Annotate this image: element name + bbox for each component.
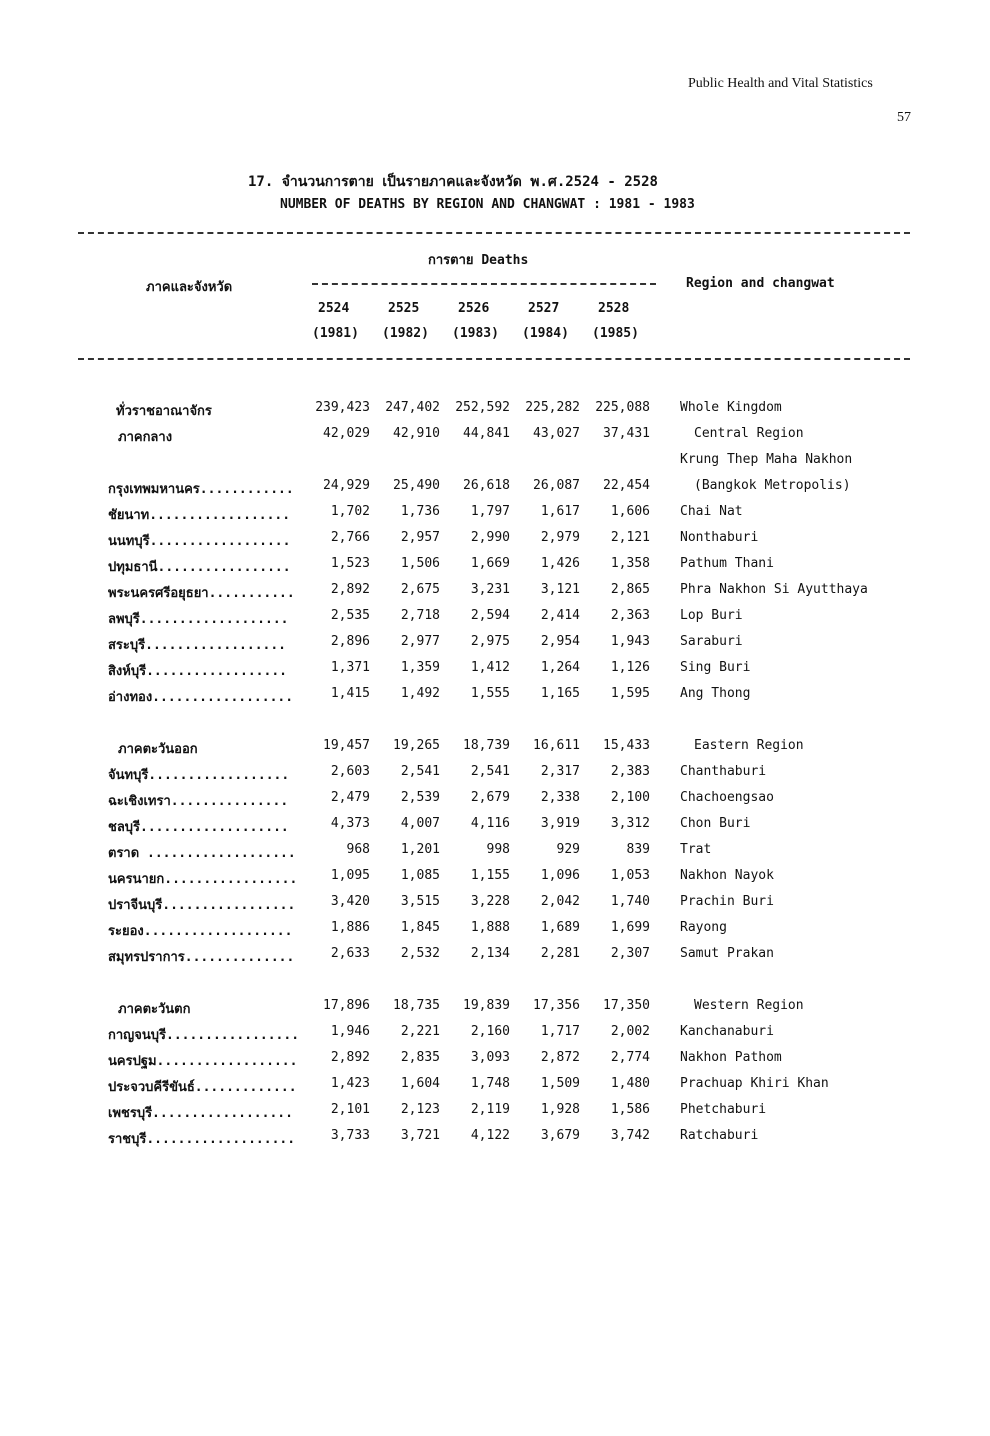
table-row (0, 1050, 990, 1076)
row-label-thai: นครปฐม.................. (108, 1054, 298, 1069)
death-count-cell: 1,506 (400, 556, 440, 571)
row-label-english: Eastern Region (694, 738, 804, 753)
death-count-cell: 4,122 (470, 1128, 510, 1143)
death-count-cell: 2,221 (400, 1024, 440, 1039)
year-header-en: (1985) (592, 326, 639, 341)
row-label-thai: นครนายก................. (108, 872, 298, 887)
death-count-cell: 2,160 (470, 1024, 510, 1039)
row-label-english: Nonthaburi (680, 530, 759, 545)
death-count-cell: 1,555 (470, 686, 510, 701)
death-count-cell: 2,121 (610, 530, 650, 545)
row-label-thai: ระยอง................... (108, 924, 293, 939)
table-row (0, 1128, 990, 1154)
year-header-th: 2525 (388, 301, 420, 316)
row-label-english: Nakhon Nayok (680, 868, 774, 883)
year-header-en: (1984) (522, 326, 569, 341)
row-label-thai: ภาคกลาง (118, 430, 173, 445)
death-count-cell: 1,617 (540, 504, 580, 519)
row-label-english: Kanchanaburi (680, 1024, 774, 1039)
death-count-cell: 1,126 (610, 660, 650, 675)
row-label-thai: ชลบุรี................... (108, 820, 289, 835)
death-count-cell: 1,423 (330, 1076, 370, 1091)
row-label-english: Chanthaburi (680, 764, 767, 779)
table-row (0, 556, 990, 582)
death-count-cell: 17,356 (533, 998, 580, 1013)
death-count-cell: 42,029 (323, 426, 370, 441)
death-count-cell: 37,431 (603, 426, 650, 441)
death-count-cell: 1,412 (470, 660, 510, 675)
row-label-english: Phra Nakhon Si Ayutthaya (680, 582, 868, 597)
death-count-cell: 19,457 (323, 738, 370, 753)
row-label-thai: ปทุมธานี................. (108, 560, 291, 575)
row-label-english: Pathum Thani (680, 556, 774, 571)
table-row (0, 400, 990, 426)
death-count-cell: 2,835 (400, 1050, 440, 1065)
death-count-cell: 16,611 (533, 738, 580, 753)
table-row (0, 868, 990, 894)
death-count-cell: 2,383 (610, 764, 650, 779)
death-count-cell: 2,100 (610, 790, 650, 805)
row-label-thai: ภาคตะวันออก (118, 742, 198, 757)
row-label-thai: นนทบุรี.................. (108, 534, 291, 549)
death-count-cell: 2,414 (540, 608, 580, 623)
table-row (0, 738, 990, 764)
running-header: Public Health and Vital Statistics (688, 76, 873, 91)
table-row (0, 452, 990, 478)
table-row (0, 998, 990, 1024)
death-count-cell: 3,420 (330, 894, 370, 909)
death-count-cell: 1,426 (540, 556, 580, 571)
death-count-cell: 17,896 (323, 998, 370, 1013)
death-count-cell: 1,509 (540, 1076, 580, 1091)
death-count-cell: 3,742 (610, 1128, 650, 1143)
death-count-cell: 1,492 (400, 686, 440, 701)
row-label-thai: ภาคตะวันตก (118, 1002, 191, 1017)
table-row (0, 504, 990, 530)
death-count-cell: 2,896 (330, 634, 370, 649)
row-label-thai: พระนครศรีอยุธยา........... (108, 586, 295, 601)
death-count-cell: 2,541 (470, 764, 510, 779)
death-count-cell: 1,943 (610, 634, 650, 649)
death-count-cell: 225,088 (595, 400, 650, 415)
death-count-cell: 1,604 (400, 1076, 440, 1091)
year-header-en: (1983) (452, 326, 499, 341)
death-count-cell: 43,027 (533, 426, 580, 441)
row-label-thai: ราชบุรี................... (108, 1132, 296, 1147)
row-label-english: Chachoengsao (680, 790, 774, 805)
row-label-english: Saraburi (680, 634, 743, 649)
row-label-english: Chon Buri (680, 816, 751, 831)
table-row (0, 894, 990, 920)
row-label-english: Krung Thep Maha Nakhon (680, 452, 853, 467)
death-count-cell: 19,265 (393, 738, 440, 753)
death-count-cell: 2,766 (330, 530, 370, 545)
death-count-cell: 3,919 (540, 816, 580, 831)
row-label-thai: เพชรบุรี.................. (108, 1106, 293, 1121)
header-bottom-rule (78, 358, 910, 360)
top-rule (78, 232, 910, 234)
row-label-english: Prachin Buri (680, 894, 774, 909)
death-count-cell: 1,702 (330, 504, 370, 519)
year-header-th: 2524 (318, 301, 350, 316)
year-header-th: 2527 (528, 301, 560, 316)
death-count-cell: 2,479 (330, 790, 370, 805)
row-label-english: Samut Prakan (680, 946, 774, 961)
death-count-cell: 2,338 (540, 790, 580, 805)
death-count-cell: 1,928 (540, 1102, 580, 1117)
death-count-cell: 2,975 (470, 634, 510, 649)
table-row (0, 920, 990, 946)
death-count-cell: 3,733 (330, 1128, 370, 1143)
deaths-group-header: การตาย Deaths (428, 253, 529, 268)
death-count-cell: 19,839 (463, 998, 510, 1013)
row-label-thai: ชัยนาท.................. (108, 508, 291, 523)
row-label-english: Western Region (694, 998, 804, 1013)
death-count-cell: 2,774 (610, 1050, 650, 1065)
death-count-cell: 3,679 (540, 1128, 580, 1143)
table-row (0, 582, 990, 608)
death-count-cell: 2,892 (330, 1050, 370, 1065)
death-count-cell: 2,954 (540, 634, 580, 649)
death-count-cell: 1,886 (330, 920, 370, 935)
death-count-cell: 1,359 (400, 660, 440, 675)
death-count-cell: 1,095 (330, 868, 370, 883)
death-count-cell: 252,592 (455, 400, 510, 415)
death-count-cell: 2,123 (400, 1102, 440, 1117)
death-count-cell: 1,740 (610, 894, 650, 909)
table-row (0, 790, 990, 816)
death-count-cell: 2,281 (540, 946, 580, 961)
row-label-thai: ปราจีนบุรี................. (108, 898, 296, 913)
death-count-cell: 1,371 (330, 660, 370, 675)
death-count-cell: 2,718 (400, 608, 440, 623)
table-row (0, 842, 990, 868)
table-row (0, 1024, 990, 1050)
death-count-cell: 1,165 (540, 686, 580, 701)
death-count-cell: 3,121 (540, 582, 580, 597)
death-count-cell: 2,134 (470, 946, 510, 961)
death-count-cell: 2,101 (330, 1102, 370, 1117)
death-count-cell: 1,606 (610, 504, 650, 519)
row-label-english: Ang Thong (680, 686, 751, 701)
death-count-cell: 247,402 (385, 400, 440, 415)
row-label-thai: ทั่วราชอาณาจักร (116, 404, 212, 419)
death-count-cell: 1,053 (610, 868, 650, 883)
table-row (0, 478, 990, 504)
row-label-thai: ตราด ................... (108, 846, 296, 861)
death-count-cell: 225,282 (525, 400, 580, 415)
death-count-cell: 1,689 (540, 920, 580, 935)
row-label-english: Whole Kingdom (680, 400, 782, 415)
death-count-cell: 3,515 (400, 894, 440, 909)
death-count-cell: 1,586 (610, 1102, 650, 1117)
death-count-cell: 2,892 (330, 582, 370, 597)
table-row (0, 816, 990, 842)
death-count-cell: 2,363 (610, 608, 650, 623)
death-count-cell: 22,454 (603, 478, 650, 493)
death-count-cell: 1,358 (610, 556, 650, 571)
death-count-cell: 1,480 (610, 1076, 650, 1091)
death-count-cell: 3,312 (610, 816, 650, 831)
death-count-cell: 4,373 (330, 816, 370, 831)
death-count-cell: 1,415 (330, 686, 370, 701)
table-row (0, 1076, 990, 1102)
death-count-cell: 2,594 (470, 608, 510, 623)
table-row (0, 1102, 990, 1128)
death-count-cell: 1,201 (400, 842, 440, 857)
year-header-th: 2526 (458, 301, 490, 316)
death-count-cell: 2,957 (400, 530, 440, 545)
death-count-cell: 2,990 (470, 530, 510, 545)
row-label-english: Ratchaburi (680, 1128, 759, 1143)
death-count-cell: 18,739 (463, 738, 510, 753)
death-count-cell: 1,096 (540, 868, 580, 883)
row-label-english: (Bangkok Metropolis) (694, 478, 851, 493)
row-label-english: Rayong (680, 920, 727, 935)
death-count-cell: 2,977 (400, 634, 440, 649)
death-count-cell: 2,119 (470, 1102, 510, 1117)
row-label-thai: กาญจนบุรี................. (108, 1028, 300, 1043)
row-label-english: Prachuap Khiri Khan (680, 1076, 829, 1091)
death-count-cell: 2,042 (540, 894, 580, 909)
death-count-cell: 26,087 (533, 478, 580, 493)
row-label-thai: จันทบุรี.................. (108, 768, 290, 783)
death-count-cell: 2,541 (400, 764, 440, 779)
table-row (0, 764, 990, 790)
row-label-english: Chai Nat (680, 504, 743, 519)
table-row (0, 686, 990, 712)
region-header-thai: ภาคและจังหวัด (146, 280, 233, 295)
row-label-thai: ลพบุรี................... (108, 612, 289, 627)
row-label-thai: ฉะเชิงเทรา............... (108, 794, 289, 809)
row-label-english: Trat (680, 842, 712, 857)
death-count-cell: 18,735 (393, 998, 440, 1013)
death-count-cell: 42,910 (393, 426, 440, 441)
table-row (0, 530, 990, 556)
death-count-cell: 2,603 (330, 764, 370, 779)
death-count-cell: 25,490 (393, 478, 440, 493)
row-label-thai: อ่างทอง.................. (108, 690, 294, 705)
death-count-cell: 1,845 (400, 920, 440, 935)
death-count-cell: 1,155 (470, 868, 510, 883)
row-label-thai: กรุงเทพมหานคร............ (108, 482, 294, 497)
death-count-cell: 3,721 (400, 1128, 440, 1143)
death-count-cell: 2,539 (400, 790, 440, 805)
table-row (0, 634, 990, 660)
death-count-cell: 1,085 (400, 868, 440, 883)
table-title-english: NUMBER OF DEATHS BY REGION AND CHANGWAT : 1981 - 1983 (280, 197, 695, 212)
death-count-cell: 17,350 (603, 998, 650, 1013)
death-count-cell: 1,264 (540, 660, 580, 675)
death-count-cell: 2,679 (470, 790, 510, 805)
death-count-cell: 44,841 (463, 426, 510, 441)
region-header-english: Region and changwat (686, 276, 835, 291)
death-count-cell: 968 (346, 842, 370, 857)
death-count-cell: 2,307 (610, 946, 650, 961)
death-count-cell: 15,433 (603, 738, 650, 753)
row-label-thai: สมุทรปราการ.............. (108, 950, 295, 965)
year-header-en: (1981) (312, 326, 359, 341)
death-count-cell: 3,231 (470, 582, 510, 597)
death-count-cell: 1,669 (470, 556, 510, 571)
death-count-cell: 1,595 (610, 686, 650, 701)
death-count-cell: 1,523 (330, 556, 370, 571)
row-label-english: Central Region (694, 426, 804, 441)
death-count-cell: 2,532 (400, 946, 440, 961)
death-count-cell: 24,929 (323, 478, 370, 493)
death-count-cell: 839 (626, 842, 650, 857)
death-count-cell: 2,872 (540, 1050, 580, 1065)
row-label-thai: ประจวบคีรีขันธ์............. (108, 1080, 297, 1095)
row-label-english: Lop Buri (680, 608, 743, 623)
page-number: 57 (897, 110, 911, 125)
death-count-cell: 1,717 (540, 1024, 580, 1039)
year-header-en: (1982) (382, 326, 429, 341)
death-count-cell: 26,618 (463, 478, 510, 493)
death-count-cell: 2,979 (540, 530, 580, 545)
death-count-cell: 1,946 (330, 1024, 370, 1039)
death-count-cell: 4,007 (400, 816, 440, 831)
row-label-thai: สระบุรี.................. (108, 638, 287, 653)
death-count-cell: 1,888 (470, 920, 510, 935)
table-row (0, 608, 990, 634)
table-row (0, 946, 990, 972)
death-count-cell: 2,317 (540, 764, 580, 779)
death-count-cell: 239,423 (315, 400, 370, 415)
death-count-cell: 2,865 (610, 582, 650, 597)
death-count-cell: 2,535 (330, 608, 370, 623)
death-count-cell: 998 (486, 842, 510, 857)
death-count-cell: 1,699 (610, 920, 650, 935)
death-count-cell: 929 (556, 842, 580, 857)
row-label-thai: สิงห์บุรี.................. (108, 664, 287, 679)
row-label-english: Phetchaburi (680, 1102, 767, 1117)
death-count-cell: 3,093 (470, 1050, 510, 1065)
group-sub-rule (312, 283, 656, 285)
row-label-english: Sing Buri (680, 660, 751, 675)
death-count-cell: 1,797 (470, 504, 510, 519)
death-count-cell: 2,002 (610, 1024, 650, 1039)
death-count-cell: 2,633 (330, 946, 370, 961)
table-row (0, 426, 990, 452)
death-count-cell: 1,736 (400, 504, 440, 519)
row-label-english: Nakhon Pathom (680, 1050, 782, 1065)
table-row (0, 660, 990, 686)
death-count-cell: 3,228 (470, 894, 510, 909)
death-count-cell: 2,675 (400, 582, 440, 597)
year-header-th: 2528 (598, 301, 630, 316)
death-count-cell: 1,748 (470, 1076, 510, 1091)
death-count-cell: 4,116 (470, 816, 510, 831)
table-title-thai: 17. จำนวนการตาย เป็นรายภาคและจังหวัด พ.ศ.2524 - 2528 (248, 174, 658, 190)
